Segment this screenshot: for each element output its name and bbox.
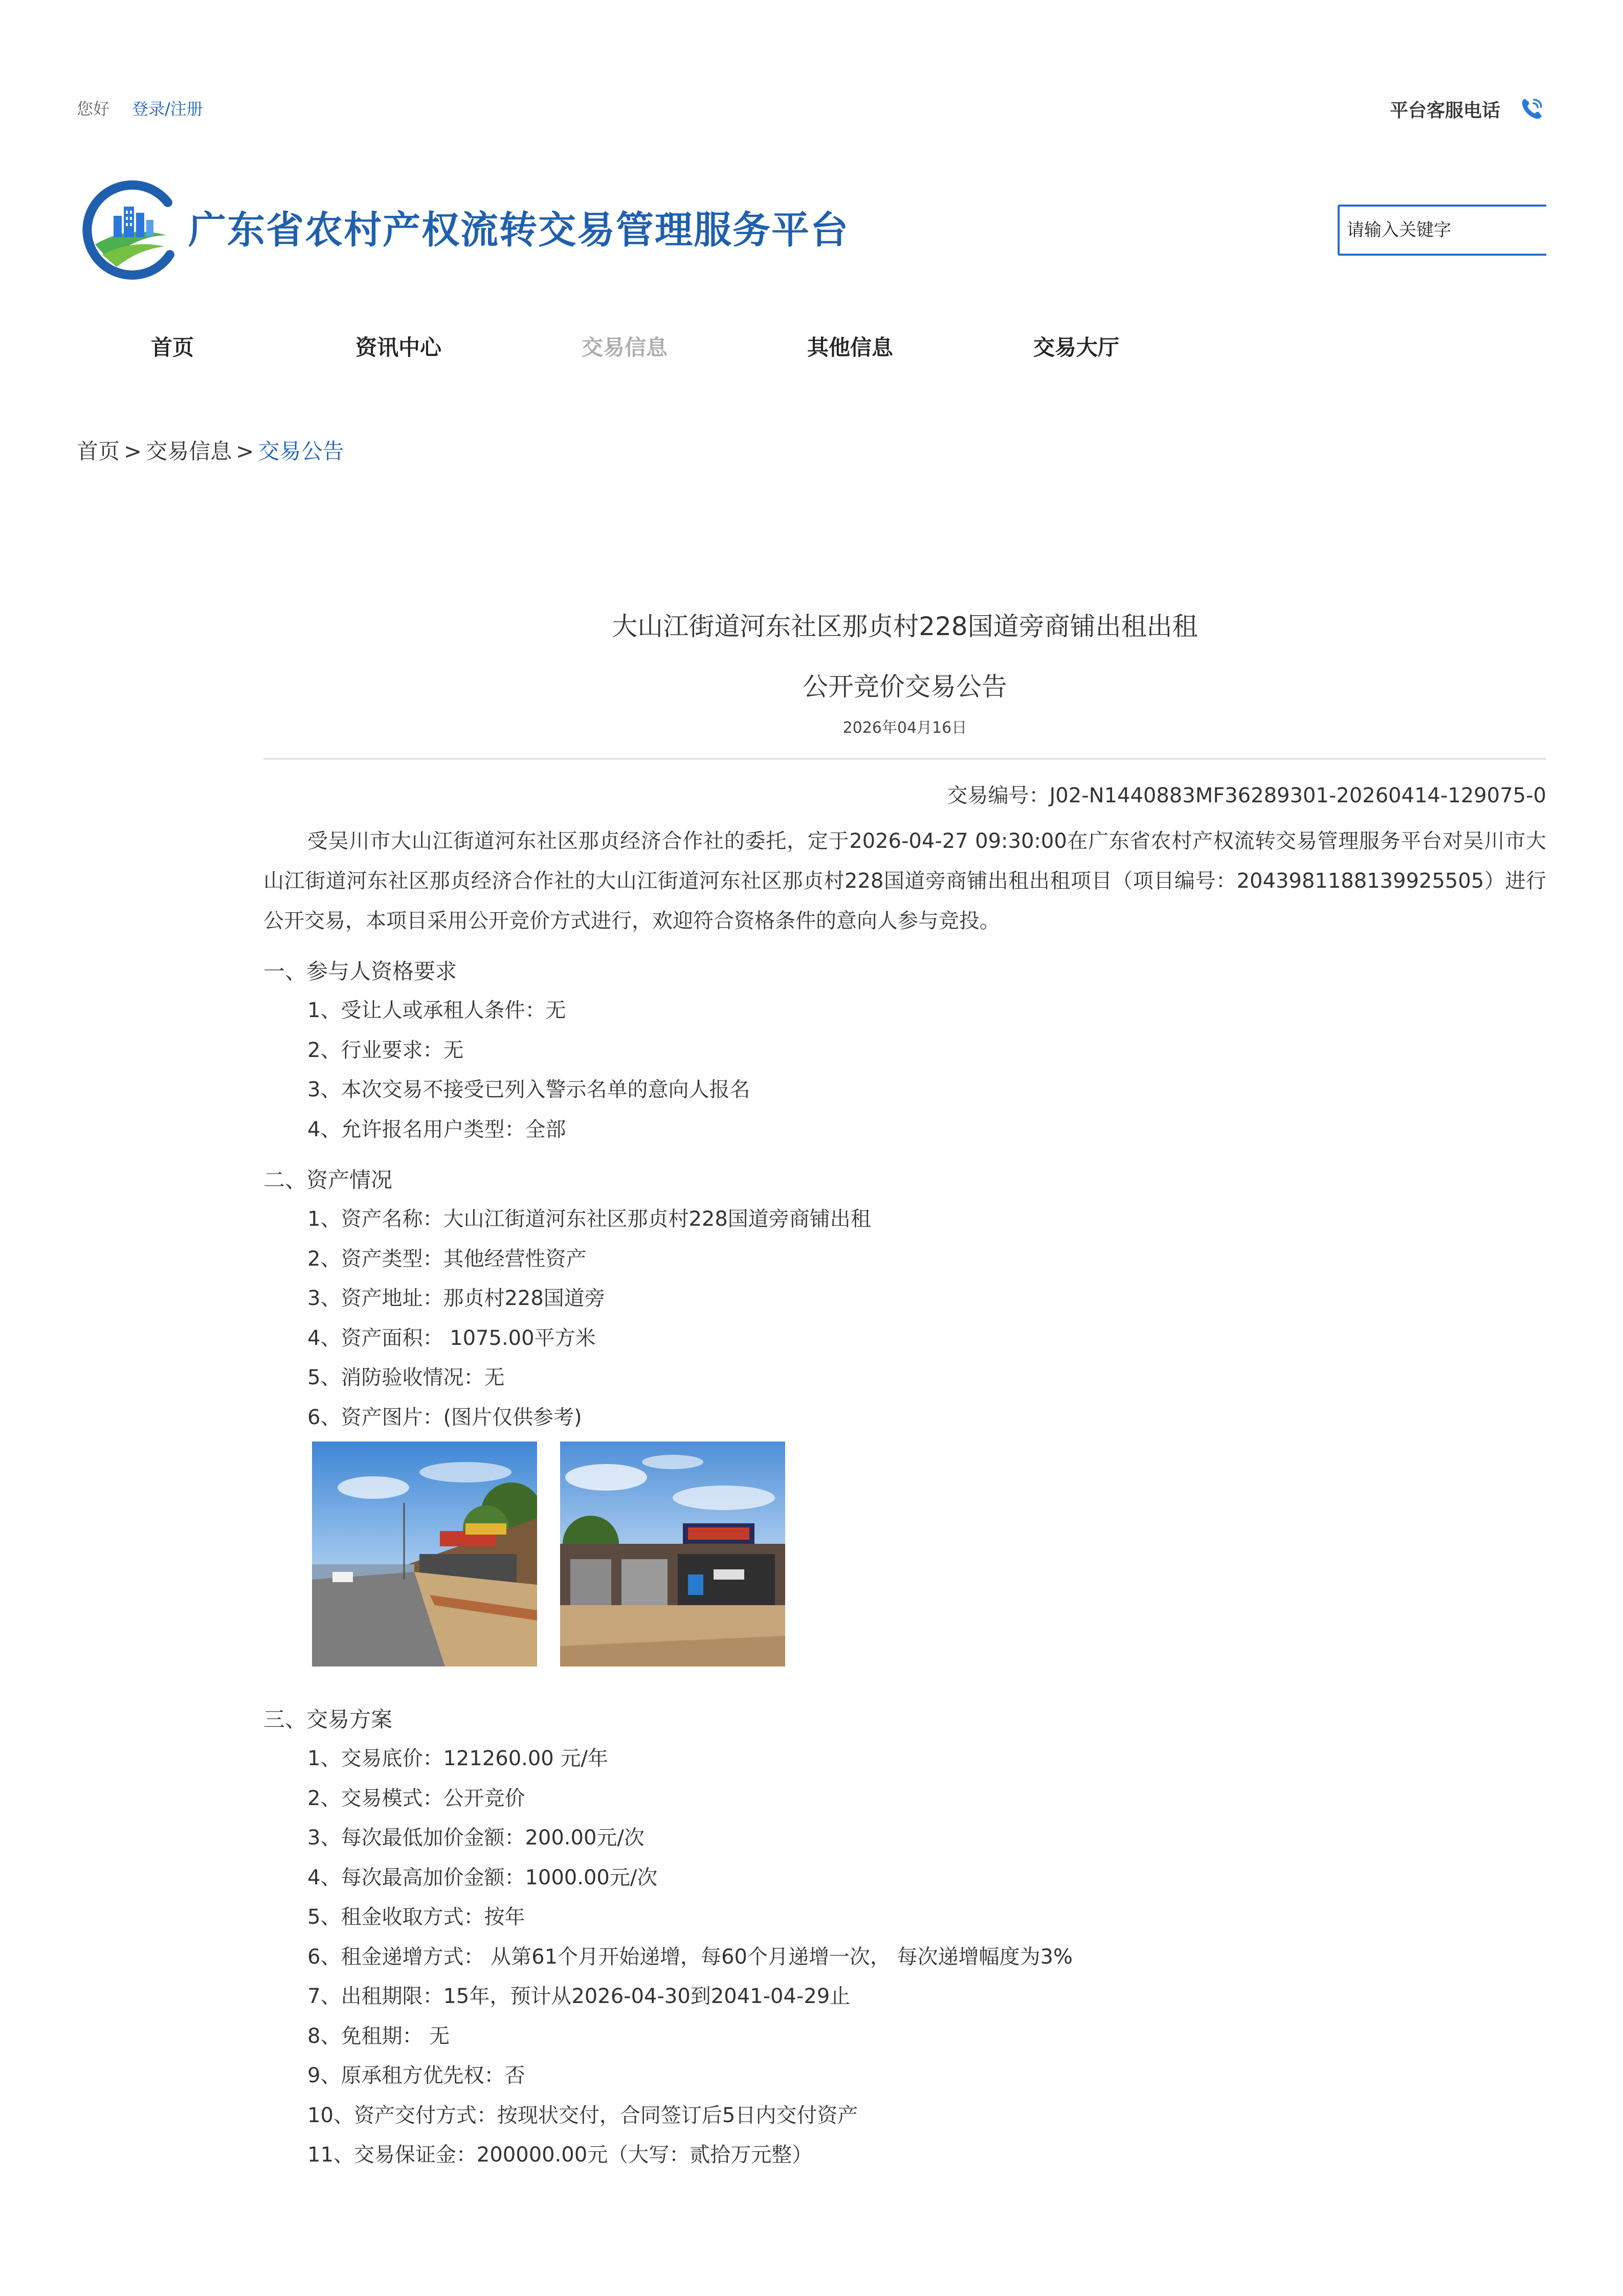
list-item: 2、资产类型：其他经营性资产	[307, 1247, 587, 1271]
list-item: 4、每次最高加价金额：1000.00元/次	[307, 1865, 658, 1889]
list-item: 10、资产交付方式：按现状交付，合同签订后5日内交付资产	[307, 2103, 858, 2127]
article-subtitle: 公开竞价交易公告	[803, 672, 1007, 702]
list-item: 1、交易底价：121260.00 元/年	[307, 1747, 608, 1770]
trade-number: 交易编号：J02-N1440883MF36289301-20260414-129075-0	[947, 784, 1546, 807]
list-item: 5、租金收取方式：按年	[307, 1905, 525, 1929]
asset-photo-1[interactable]	[312, 1442, 537, 1667]
site-header	[77, 178, 1546, 280]
search-input[interactable]: 请输入关键字	[1338, 205, 1546, 256]
breadcrumb-home[interactable]: 首页	[77, 439, 120, 464]
list-item: 11、交易保证金：200000.00元（大写：贰拾万元整）	[307, 2143, 813, 2167]
section-title-trade-plan: 三、交易方案	[263, 1707, 393, 1732]
breadcrumb	[77, 437, 344, 466]
breadcrumb-trade-info[interactable]: 交易信息	[146, 439, 232, 464]
announcement-article	[263, 609, 1546, 2175]
list-item: 8、免租期： 无	[307, 2024, 450, 2048]
nav-item-trade-info[interactable]: 交易信息	[582, 335, 668, 360]
list-item: 7、出租期限：15年，预计从2026-04-30到2041-04-29止	[307, 1985, 851, 2008]
publish-date: 2026年04月16日	[842, 719, 967, 737]
list-item: 4、允许报名用户类型：全部	[307, 1117, 566, 1141]
asset-photos	[263, 1442, 1546, 1667]
main-nav	[77, 327, 1546, 368]
list-item: 3、资产地址：那贞村228国道旁	[307, 1287, 605, 1310]
list-item: 2、交易模式：公开竞价	[307, 1786, 525, 1810]
greeting-text: 您好	[77, 99, 110, 119]
list-item: 3、每次最低加价金额：200.00元/次	[307, 1826, 644, 1850]
title-divider	[263, 758, 1546, 760]
breadcrumb-separator: >	[124, 439, 142, 464]
breadcrumb-separator: >	[236, 439, 254, 464]
nav-item-other-info[interactable]: 其他信息	[807, 335, 894, 360]
nav-item-trading-hall[interactable]: 交易大厅	[1033, 335, 1120, 360]
list-item: 5、消防验收情况：无	[307, 1366, 505, 1389]
list-item: 9、原承租方优先权：否	[307, 2064, 525, 2087]
list-item: 1、受让人或承租人条件：无	[307, 999, 566, 1022]
section-title-asset: 二、资产情况	[263, 1167, 393, 1192]
nav-item-news-center[interactable]: 资讯中心	[355, 335, 442, 360]
top-bar	[77, 95, 1546, 123]
breadcrumb-current[interactable]: 交易公告	[258, 439, 344, 464]
asset-photo-2[interactable]	[560, 1442, 785, 1667]
list-item: 6、资产图片：(图片仅供参考)	[307, 1405, 582, 1429]
login-register-link[interactable]: 登录/注册	[132, 99, 203, 119]
service-hotline	[1390, 95, 1546, 123]
list-item: 4、资产面积： 1075.00平方米	[307, 1326, 596, 1350]
site-title: 广东省农村产权流转交易管理服务平台	[188, 208, 849, 252]
platform-logo-icon[interactable]	[77, 178, 179, 280]
list-item: 2、行业要求：无	[307, 1038, 464, 1062]
section-title-eligibility: 一、参与人资格要求	[263, 959, 457, 984]
list-item: 6、租金递增方式： 从第61个月开始递增，每60个月递增一次， 每次递增幅度为3%	[307, 1945, 1073, 1969]
article-title: 大山江街道河东社区那贞村228国道旁商铺出租出租	[612, 612, 1198, 641]
greeting-area	[77, 95, 203, 123]
list-item: 3、本次交易不接受已列入警示名单的意向人报名	[307, 1078, 750, 1101]
hotline-label: 平台客服电话	[1389, 100, 1500, 121]
intro-paragraph: 受吴川市大山江街道河东社区那贞经济合作社的委托，定于2026-04-27 09:30:00在广东省农村产权流转交易管理服务平台对吴川市大山江街道河东社区那贞经济合作社的大山江街道河东社区那贞村228国道旁商铺出租出租项目（项目编号：2043981188139925505）进行公开交易，本项目采用公开竞价方式进行，欢迎符合资格条件的意向人参与竞投。	[263, 829, 1546, 933]
list-item: 1、资产名称：大山江街道河东社区那贞村228国道旁商铺出租	[307, 1207, 871, 1231]
phone-icon[interactable]	[1518, 95, 1546, 123]
nav-item-home[interactable]: 首页	[151, 335, 194, 360]
